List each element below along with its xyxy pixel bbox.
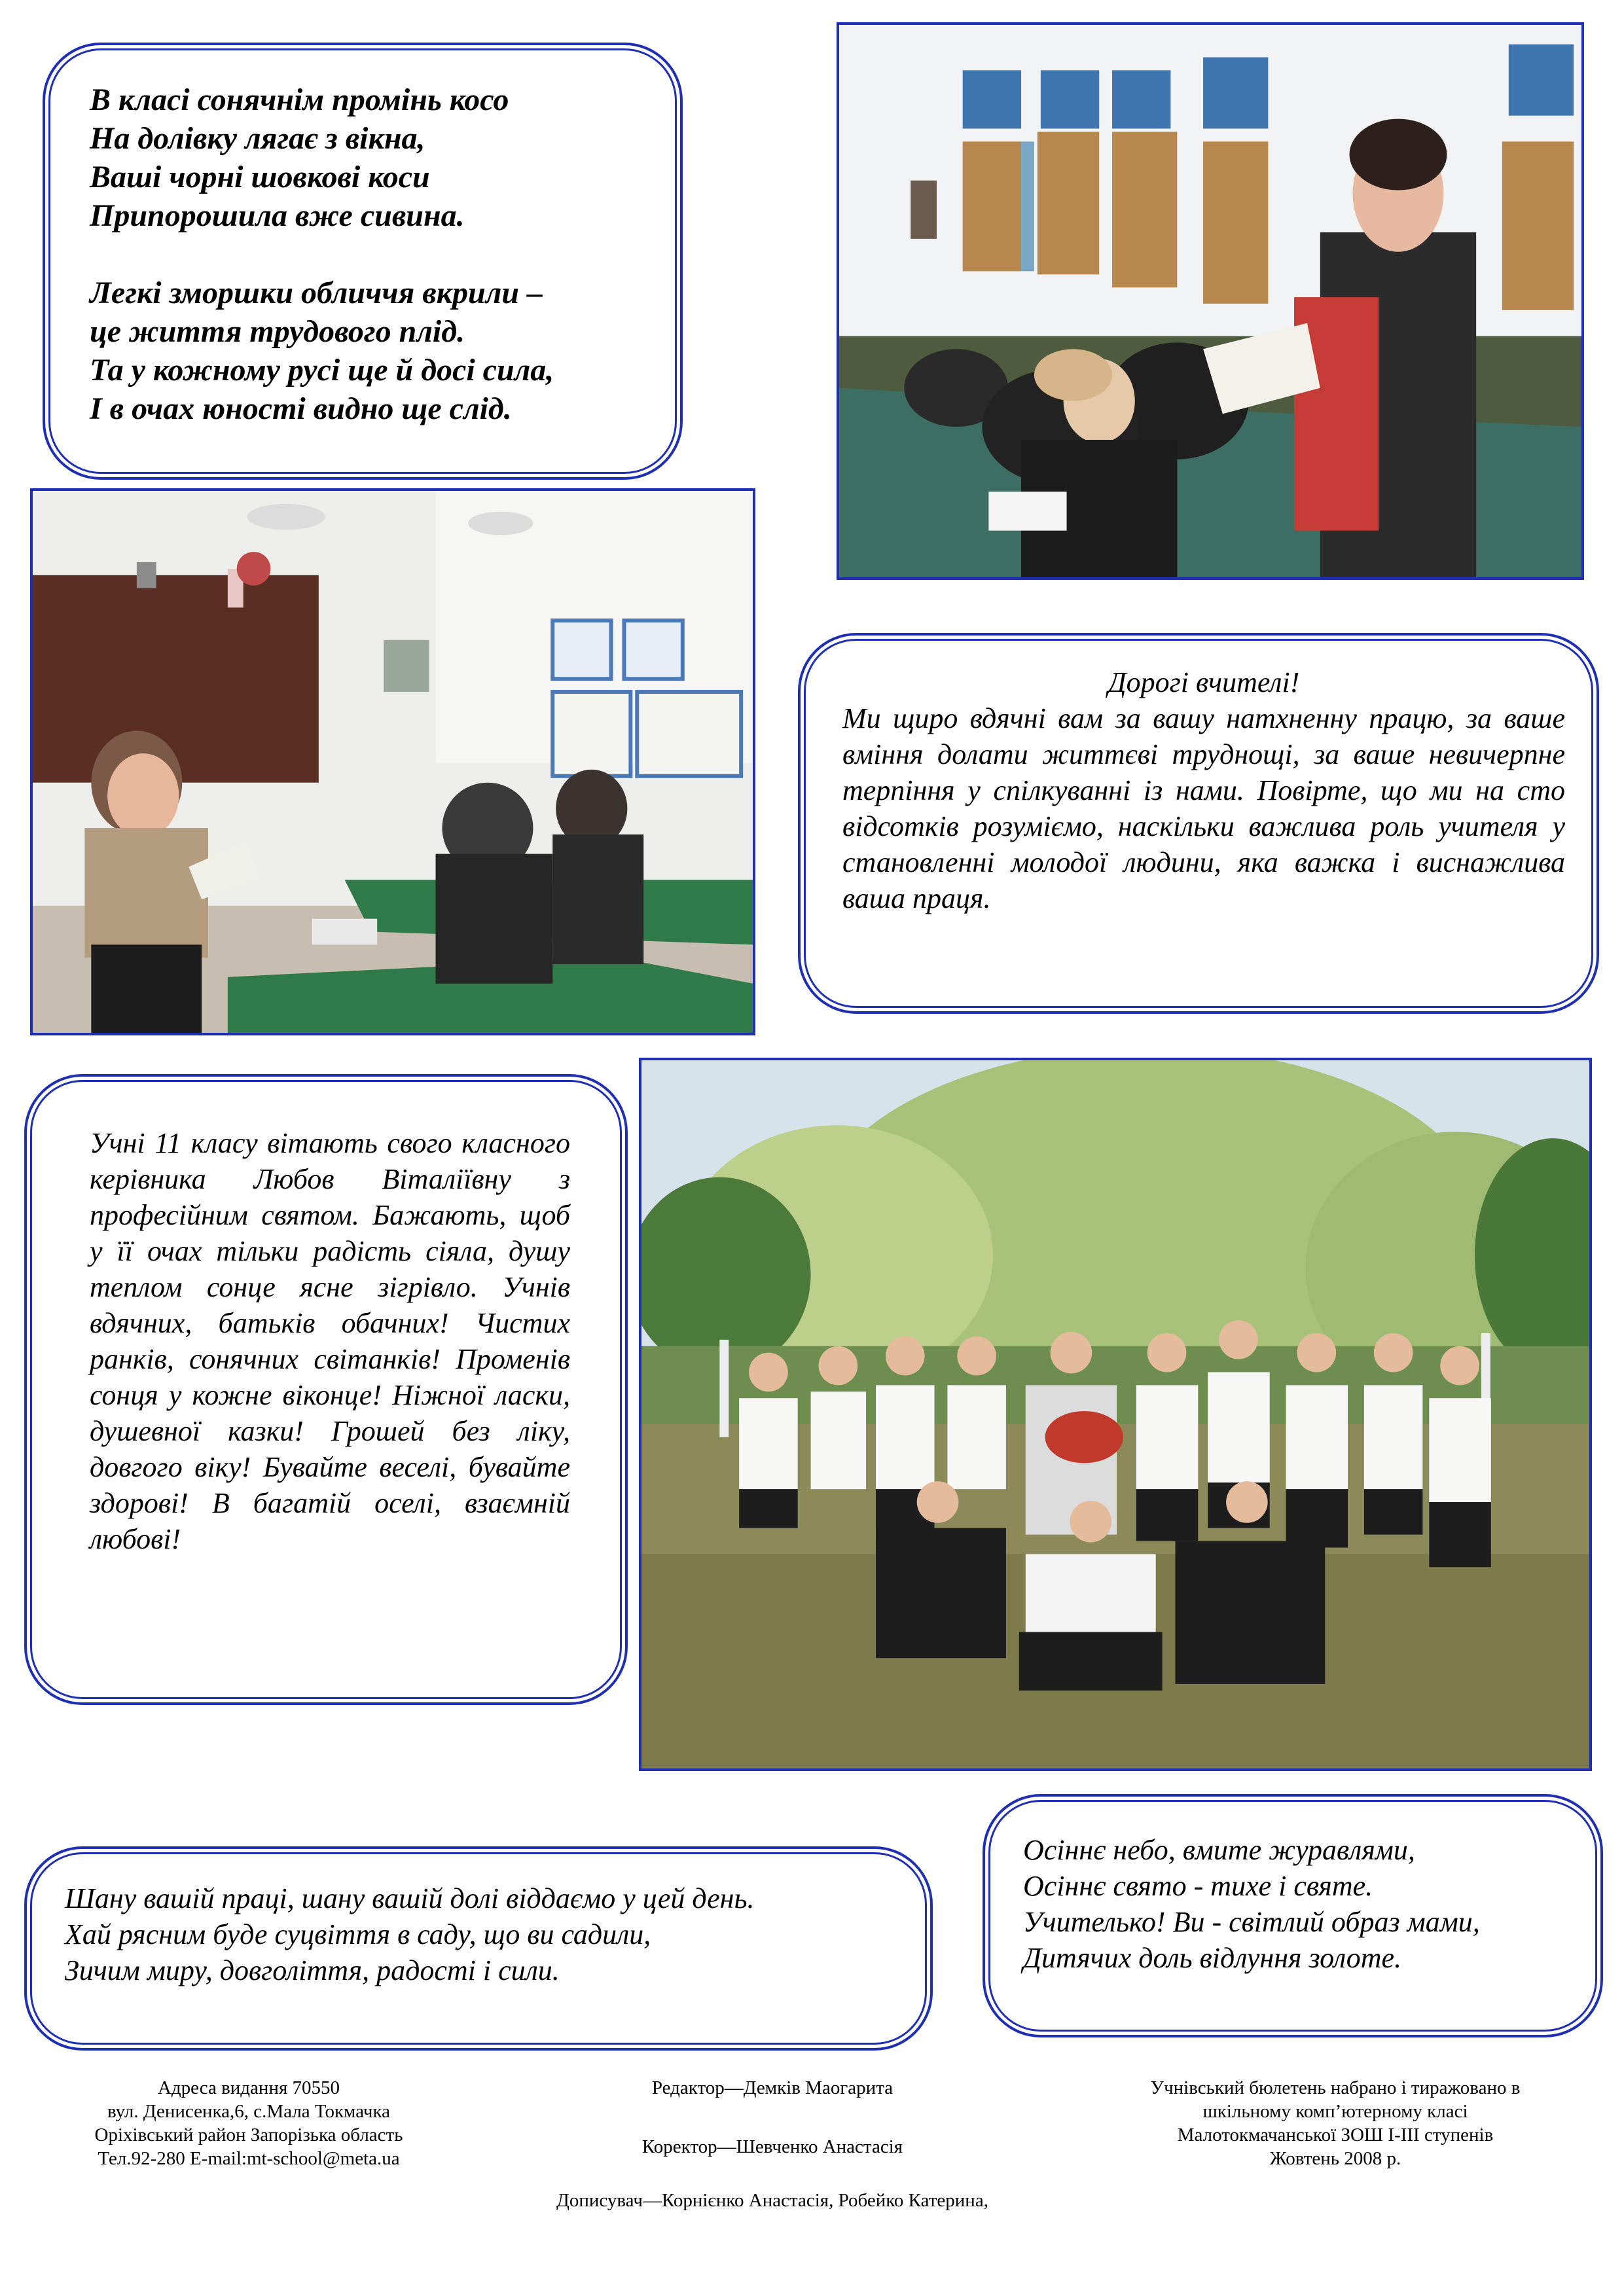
footer-address-line: Оріхівський район Запорізька область	[94, 2125, 403, 2145]
greeting-box	[804, 639, 1593, 1008]
poem-top-box	[48, 48, 677, 474]
group-photo-students-outdoors	[639, 1058, 1592, 1771]
poem-line: Шану вашій праці, шану вашій долі віддаємо у цей день.	[65, 1882, 755, 1914]
footer-printing-line: Учнівський бюлетень набрано і тиражовано в	[1150, 2077, 1521, 2098]
footer-address-line: Адреса видання 70550	[157, 2077, 340, 2098]
poem-line: Легкі зморшки обличчя вкрили –	[90, 276, 543, 310]
poem-line: В класі сонячнім промінь косо	[90, 82, 509, 117]
greeting-heading: Дорогі вчителі!	[1108, 666, 1300, 698]
poem-line: це життя трудового плід.	[90, 314, 465, 349]
poem-line: Ваші чорні шовкові коси	[90, 160, 430, 194]
footer-address-line: вул. Денисенка,6, с.Мала Токмачка	[107, 2101, 391, 2122]
footer-printing-line: шкільному комп’ютерному класі	[1202, 2101, 1468, 2122]
class-greeting-box	[30, 1080, 622, 1699]
greeting-body: Ми щиро вдячні вам за вашу натхненну працю, за ваше вміння долати життєві труднощі, за ваше невичерпне терпіння у спілкуванні із нами. Повірте, що ми на сто відсотків розуміємо, наскільки важлива роль учителя у становленні молодої людини, яка важка і виснажлива ваша праця.	[842, 702, 1565, 914]
footer-address	[52, 2076, 445, 2170]
poem-line: Хай рясним буде суцвіття в саду, що ви садили,	[65, 1918, 651, 1950]
classroom-photo-blackboard	[30, 488, 755, 1035]
poem-line: Зичим миру, довголіття, радості і сили.	[65, 1954, 560, 1986]
classroom-photo-teacher-reading	[837, 22, 1584, 580]
poem-line: Учителько! Ви - світлий образ мами,	[1023, 1906, 1480, 1938]
poem-bottom-right-box	[988, 1800, 1597, 2032]
poem-line: Та у кожному русі ще й досі сила,	[90, 353, 554, 387]
poem-line: Осіннє свято - тихе і святе.	[1023, 1870, 1373, 1902]
footer-corrector: Коректор—Шевченко Анастасія	[641, 2136, 903, 2157]
poem-line: Припорошила вже сивина.	[90, 198, 465, 233]
footer-printing-line: Жовтень 2008 р.	[1269, 2148, 1401, 2169]
footer-address-line: Тел.92-280 E-mail:mt-school@meta.ua	[98, 2148, 400, 2169]
poem-line: На долівку лягає з вікна,	[90, 121, 425, 156]
footer-printing	[1087, 2076, 1584, 2170]
class-greeting-body: Учні 11 класу вітають свого класного керівника Любов Віталіївну з професійним святом. Бажають, щоб у її очах тільки радість сіяла, душу теплом сонце ясне зігрівло. Учнів вдячних, батьків обачних! Чистих ранків, сонячних світанків! Променів сонця у кожне віконце! Ніжної ласки, душевної казки! Грошей без ліку, довгого віку! Бувайте веселі, бувайте здорові! В багатій оселі, взаємній любові!	[90, 1127, 570, 1555]
footer-editor: Редактор—Демків Маогарита	[651, 2077, 893, 2098]
footer-printing-line: Малотокмачанської ЗОШ І-ІІІ ступенів	[1177, 2125, 1494, 2145]
poem-line: Осіннє небо, вмите журавлями,	[1023, 1834, 1415, 1866]
poem-line: Дитячих доль відлуння золоте.	[1023, 1942, 1401, 1974]
footer-contributors: Дописувач—Корнієнко Анастасія, Робейко Катерина,	[556, 2190, 988, 2211]
poem-bottom-left-box	[30, 1852, 927, 2045]
poem-line: І в очах юності видно ще слід.	[90, 391, 512, 426]
